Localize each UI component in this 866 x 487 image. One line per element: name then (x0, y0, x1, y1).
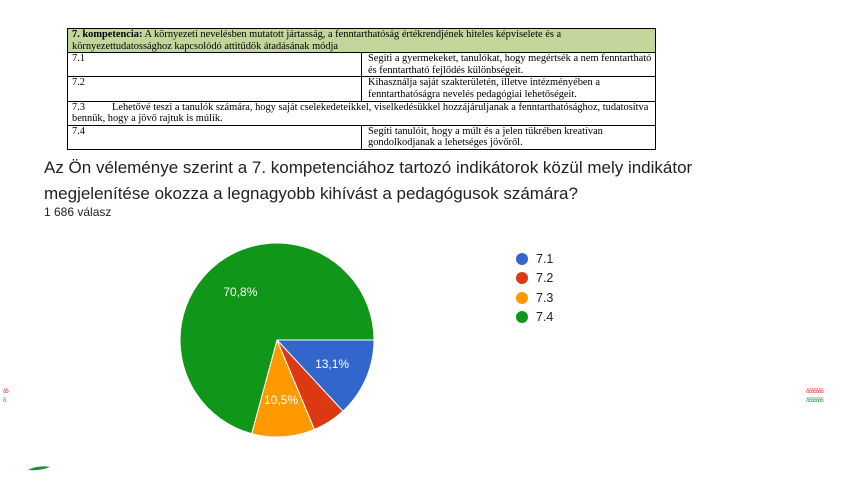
indicator-number: 7.1 (68, 53, 362, 77)
legend-item-7-4[interactable] (516, 308, 553, 328)
indicator-number: 7.2 (68, 77, 362, 101)
pie-label-7-4: 70,8% (223, 285, 258, 300)
legend-swatch (516, 292, 528, 304)
indicator-text: Kihasználja saját szakterületén, illetve intézményében a fenntarthatóságra nevelés pedagógiai lehetőségeit. (362, 77, 656, 101)
leaf-icon (28, 465, 50, 471)
competency-description: A környezeti nevelésben mutatott jártasság, a fenntarthatóság értékrendjének hiteles képviselete és a környezettudatossághoz kapcsolódó attitűdök átadásának módja (72, 29, 562, 52)
decoration-left: ᵟᵟ ᵟ (3, 387, 8, 406)
legend-swatch (516, 311, 528, 323)
legend-label: 7.1 (536, 251, 554, 266)
indicator-number: 7.3 (72, 101, 85, 113)
legend-swatch (516, 253, 528, 265)
pie-label-7-3: 10,5% (263, 393, 299, 407)
legend-label: 7.3 (536, 290, 554, 305)
question-title: Az Ön véleménye szerint a 7. kompetenciához tartozó indikátorok közül mely indikátor megjelenítése okozza a legnagyobb kihívást a pedagógusok számára? (44, 158, 693, 203)
decoration-right: ᵟᵟᵟᵟᵟᵟᵟ ᵟᵟᵟᵟᵟᵟᵟ (806, 387, 823, 406)
legend-label: 7.2 (536, 271, 554, 286)
legend-item-7-2[interactable] (516, 269, 553, 289)
legend-item-7-3[interactable] (516, 288, 553, 308)
legend-label: 7.4 (536, 310, 554, 325)
response-count: 1 686 válasz (44, 205, 112, 219)
legend-item-7-1[interactable] (516, 249, 553, 269)
indicator-text: Segíti tanulóit, hogy a múlt és a jelen tükrében kreatívan gondolkodjanak a lehetséges jövőről. (362, 125, 656, 149)
chart-legend (516, 249, 553, 327)
indicator-number: 7.4 (68, 125, 362, 149)
legend-swatch (516, 272, 528, 284)
pie-label-7-1: 13,1% (315, 357, 350, 372)
competency-title: 7. kompetencia: (72, 29, 143, 40)
indicator-text: Segíti a gyermekeket, tanulókat, hogy megértsék a nem fenntartható és fenntartható fejlődés különbségeit. (362, 53, 656, 77)
indicator-text: Lehetővé teszi a tanulók számára, hogy saját cselekedeteikkel, viselkedésükkel hozzájáruljanak a fenntarthatósághoz, tudatosítva bennük, hogy a jövő rajtuk is múlik. (72, 101, 649, 125)
